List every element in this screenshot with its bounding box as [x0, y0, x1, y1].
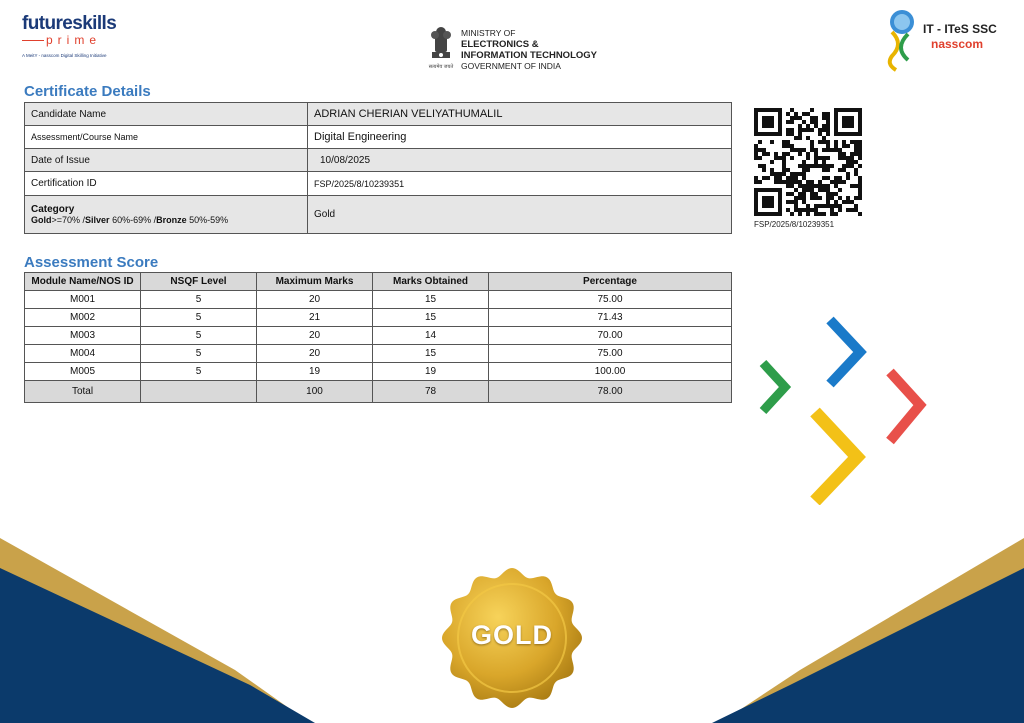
course-label: Assessment/Course Name: [25, 126, 308, 149]
futureskills-prime-logo: [22, 14, 132, 58]
total-nsqf: [141, 381, 257, 403]
nsqf-level: 5: [141, 309, 257, 327]
nsqf-level: 5: [141, 345, 257, 363]
category-gold: Gold: [31, 215, 52, 225]
ministry-line3: INFORMATION TECHNOLOGY: [461, 50, 597, 61]
details-row-date: [25, 149, 732, 172]
marks-obtained: 15: [373, 309, 489, 327]
yellow-chevron-icon: [815, 412, 857, 501]
table-row: [25, 345, 732, 363]
percentage: 100.00: [489, 363, 732, 381]
total-label: Total: [25, 381, 141, 403]
max-marks: 20: [257, 291, 373, 309]
meity-logo: [426, 26, 626, 76]
ministry-text: [461, 28, 597, 72]
total-max-marks: 100: [257, 381, 373, 403]
total-row: [25, 381, 732, 403]
category-silver: Silver: [85, 215, 110, 225]
candidate-value: ADRIAN CHERIAN VELIYATHUMALIL: [308, 103, 732, 126]
details-row-candidate: [25, 103, 732, 126]
certificate-details-table: [24, 102, 732, 234]
ssc-globe-icon: [882, 8, 920, 72]
module-id: M003: [25, 327, 141, 345]
table-row: [25, 327, 732, 345]
total-marks-obtained: 78: [373, 381, 489, 403]
date-label: Date of Issue: [25, 149, 308, 172]
brand-sub: prime: [46, 33, 102, 47]
assessment-score-table: [24, 272, 732, 403]
col-header-nsqf: NSQF Level: [141, 273, 257, 291]
qr-code: [754, 108, 862, 216]
it-ites-ssc-logo: [880, 8, 1010, 72]
module-id: M005: [25, 363, 141, 381]
nsqf-level: 5: [141, 291, 257, 309]
percentage: 75.00: [489, 291, 732, 309]
col-header-module: Module Name/NOS ID: [25, 273, 141, 291]
max-marks: 20: [257, 327, 373, 345]
category-cell: [25, 196, 308, 234]
ministry-line1: MINISTRY OF: [461, 28, 516, 38]
red-chevron-icon: [890, 372, 920, 441]
details-row-category: [25, 196, 732, 234]
ministry-line4: GOVERNMENT OF INDIA: [461, 61, 561, 71]
table-row: [25, 291, 732, 309]
module-id: M001: [25, 291, 141, 309]
percentage: 71.43: [489, 309, 732, 327]
national-emblem-icon: [426, 26, 456, 74]
category-label: Category: [31, 204, 75, 215]
brand-divider: [22, 40, 44, 41]
max-marks: 21: [257, 309, 373, 327]
cert-id-label: Certification ID: [25, 172, 308, 196]
table-row: [25, 309, 732, 327]
category-silver-range: 60%-69% /: [109, 215, 157, 225]
decorative-chevrons-icon: [755, 315, 935, 505]
col-header-marks-obtained: Marks Obtained: [373, 273, 489, 291]
nsqf-level: 5: [141, 363, 257, 381]
category-bronze: Bronze: [156, 215, 187, 225]
green-chevron-icon: [763, 363, 785, 411]
date-value: 10/08/2025: [308, 149, 732, 172]
module-id: M002: [25, 309, 141, 327]
category-value: Gold: [308, 196, 732, 234]
certificate-details-title: Certificate Details: [24, 83, 151, 100]
marks-obtained: 14: [373, 327, 489, 345]
marks-obtained: 19: [373, 363, 489, 381]
emblem-caption: सत्यमेव जयते: [428, 64, 454, 70]
brand-main: futureskills: [22, 13, 117, 34]
marks-obtained: 15: [373, 345, 489, 363]
max-marks: 20: [257, 345, 373, 363]
course-value: Digital Engineering: [308, 126, 732, 149]
ministry-line2: ELECTRONICS &: [461, 39, 539, 50]
brand-tagline: A MeitY - nasscom Digital Skilling Initiative: [22, 53, 107, 58]
details-row-course: [25, 126, 732, 149]
nsqf-level: 5: [141, 327, 257, 345]
category-gold-range: >=70% /: [51, 215, 86, 225]
marks-obtained: 15: [373, 291, 489, 309]
module-id: M004: [25, 345, 141, 363]
col-header-percentage: Percentage: [489, 273, 732, 291]
qr-caption: FSP/2025/8/10239351: [754, 220, 835, 229]
col-header-max-marks: Maximum Marks: [257, 273, 373, 291]
table-row: [25, 363, 732, 381]
max-marks: 19: [257, 363, 373, 381]
details-row-cert-id: [25, 172, 732, 196]
category-ranges: [31, 215, 301, 225]
total-percentage: 78.00: [489, 381, 732, 403]
blue-chevron-icon: [830, 320, 860, 384]
percentage: 75.00: [489, 345, 732, 363]
ssc-line1: IT - ITeS SSC: [923, 22, 997, 36]
ssc-line2: nasscom: [931, 37, 984, 51]
assessment-score-title: Assessment Score: [24, 254, 159, 271]
cert-id-value: FSP/2025/8/10239351: [308, 172, 732, 196]
score-header-row: [25, 273, 732, 291]
category-bronze-range: 50%-59%: [186, 215, 229, 225]
candidate-label: Candidate Name: [25, 103, 308, 126]
percentage: 70.00: [489, 327, 732, 345]
seal-text: GOLD: [471, 620, 553, 650]
